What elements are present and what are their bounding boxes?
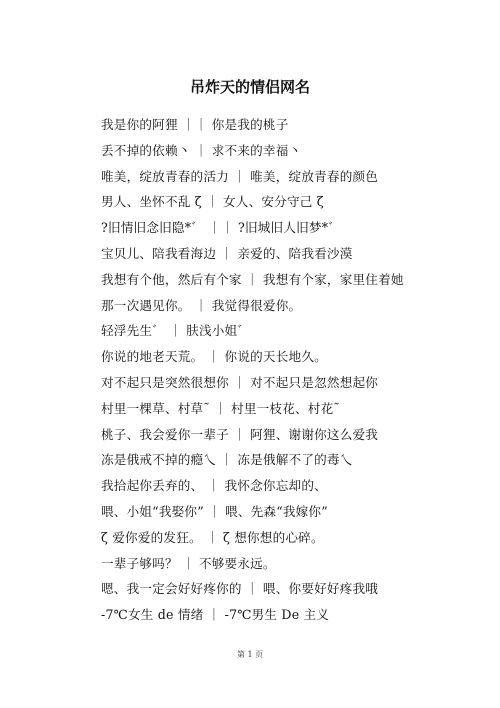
page-footer: 第 1 页 xyxy=(236,650,264,659)
list-item: 我想有个他，然后有个家 ｜ 我想有个家，家里住着她 xyxy=(101,271,404,287)
list-item: 喂、小姐“我娶你” ｜ 喂、先森“我嫁你” xyxy=(101,503,328,519)
list-item: 村里一棵草、村草˜ ｜ 村里一枝花、村花˜ xyxy=(101,400,340,416)
list-item: 桃子、我会爱你一辈子 ｜ 阿狸、谢谢你这么爱我 xyxy=(101,426,379,442)
list-item: 我拾起你丢弃的、 ｜ 我怀念你忘却的、 xyxy=(101,478,327,494)
name-pair-list xyxy=(101,112,440,628)
list-item: -7℃女生 de 情绪 ｜ -7℃男生 De 主义 xyxy=(101,607,330,623)
list-item: ?旧情旧念旧隐*゛ ｜｜ ?旧城旧人旧梦*゛ xyxy=(101,220,342,236)
list-item: 你说的地老天荒。 ｜ 你说的天长地久。 xyxy=(101,349,327,365)
list-item: 男人、坐怀不乱 ζ ｜ 女人、安分守己 ζ xyxy=(101,194,324,210)
list-item: 宝贝儿、陪我看海边 ｜ 亲爱的、陪我看沙漠 xyxy=(101,245,353,261)
list-item: 我是你的阿狸 ｜｜ 你是我的桃子 xyxy=(101,117,289,132)
list-item: 唯美，绽放青春的活力 ｜ 唯美，绽放青春的颜色 xyxy=(101,168,379,184)
list-item: 那一次遇见你。 ｜ 我觉得很爱你。 xyxy=(101,297,302,313)
list-item: 嗯、我一定会好好疼你的 ｜ 喂、你要好好疼我哦 xyxy=(101,581,379,597)
list-item: ζ 爱你爱的发狂。 ｜ ζ 想你想的心碎。 xyxy=(101,529,324,545)
list-item: 轻浮先生゛ ｜ 肤浅小姐゛ xyxy=(101,323,251,339)
list-item: 一辈子够吗？ ｜ 不够要永远。 xyxy=(101,555,276,571)
page-title: 吊炸天的情侣网名 xyxy=(189,78,310,96)
list-item: 对不起只是突然很想你 ｜ 对不起只是忽然想起你 xyxy=(101,374,379,390)
list-item: 丢不掉的依赖丶 ｜ 求不来的幸福丶 xyxy=(101,142,302,158)
list-item: 冻是俄戒不掉的瘾乀 ｜ 冻是俄解不了的毒乀 xyxy=(101,452,353,468)
